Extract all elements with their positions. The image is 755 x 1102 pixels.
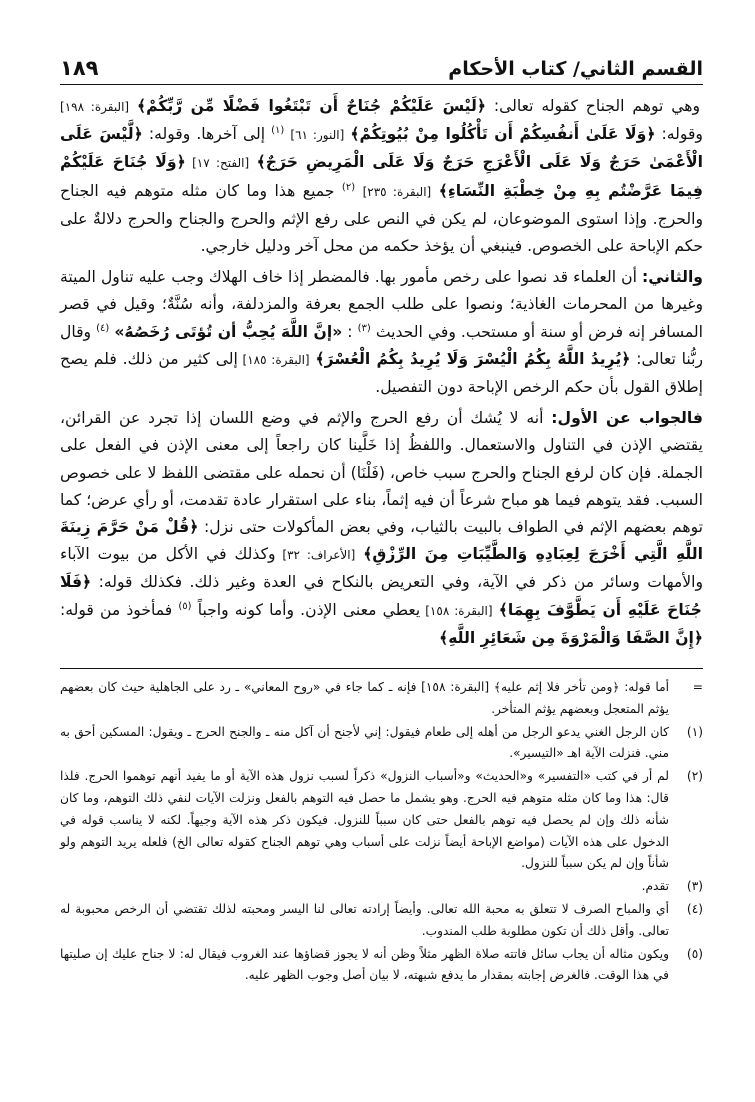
footnote-number: (٤) (686, 902, 703, 917)
text-run: أن العلماء قد نصوا على رخص مأمور بها. فالمضطر إذا خاف الهلاك وجب عليه تناول الميتة وغيرها من المحرمات الغاذية؛ ونصوا على طلب الجمع بعرفة والمزدلفة، وأنه سُنَّةٌ؛ وقيل في قصر المسافر إنه فرض أو سنة أو مستحب. وفي الحديث (60, 268, 703, 341)
footnote-divider (60, 668, 703, 669)
footnote-1 (60, 722, 703, 766)
footnote-text: لم أر في كتب «التفسير» و«الحديث» و«أسباب النزول» ذكراً لسبب نزول هذه الآية أو ما يفيد أنهم توهموا الحرج. فلذا قال: هذا وما كان مثله متوهم فيه الحرج. وهو يشمل ما حصل فيه التوهم بالفعل ونزلت الآيات لنفي ذلك التوهم، وما كان شأنه ذلك وإن لم يحصل فيه توهم بالفعل حتى كان سبباً للنزول. فيكون ذكر هذه الآية وجيهاً. لكنه لا يناسب قوله في الدخول على هذه الآيات (مواضع الإباحة أيضاً نزلت على أسباب وهي توهم الجناح كقوله تعالى الخ) فلعله يريد التوهم ولو شأناً وإن لم يكن سبباً للنزول. (60, 769, 669, 871)
main-text (60, 93, 703, 652)
footnote-marker: (٥) (178, 600, 192, 612)
footnote-text: أي والمباح الصرف لا تتعلق به محبة الله تعالى. وأيضاً إرادته تعالى لنا اليسر ومحبته لذلك تقتضي أن الرخص محبوبة له تعالى. وأقل ذلك أن تكون مطلوبة طلب المندوب. (60, 902, 669, 938)
paragraph-3 (60, 405, 703, 652)
hadith-quote: «إنَّ اللَّهَ يُحِبُّ أن تُؤتَى رُخَصُهُ» (114, 322, 343, 341)
footnote-4 (60, 899, 703, 943)
text-run: : (342, 322, 353, 341)
footnote-text: كان الرجل الغني يدعو الرجل من أهله إلى طعام فيقول: إني لأجنح أن آكل منه ـ والجنح الحرج ـ ويقول: المسكين أحق به مني. فنزلت الآية اهـ «التيسير». (60, 724, 669, 761)
continuation-marker: = (692, 680, 703, 695)
page-header (60, 56, 703, 85)
quran-verse: ﴿لَّيْسَ عَلَى الْأَعْمَىٰ حَرَجٌ وَلَا عَلَى الْأَعْرَجِ حَرَجٌ وَلَا عَلَى الْمَرِيضِ حَرَجٌ﴾ (60, 125, 703, 172)
running-title: القسم الثاني/ كتاب الأحكام (448, 58, 703, 80)
footnote-continuation (60, 677, 703, 721)
quran-verse: ﴿لَيْسَ عَلَيْكُمْ جُنَاحٌ أَن تَبْتَغُوا فَضْلًا مِّن رَّبِّكُمْ﴾ (137, 97, 486, 115)
footnote-2 (60, 766, 703, 875)
quran-verse: ﴿وَلَا عَلَىٰ أَنفُسِكُمْ أَن تَأْكُلُوا مِنْ بُيُوتِكُمْ﴾ (350, 125, 656, 144)
footnote-3 (60, 876, 703, 898)
verse-reference: [الأعراف: ٣٢] (275, 548, 356, 563)
footnotes (60, 677, 703, 987)
text-run: وكذلك في الأكل من بيوت الآباء والأمهات وسائر من ذكر في الآية، وفي التعريض بالنكاح في العدة وغير ذلك. فكذلك قوله: (60, 545, 703, 592)
quran-verse: ﴿فَلَا جُنَاحَ عَلَيْهِ أَن يَطَّوَّفَ بِهِمَا﴾ (60, 573, 702, 619)
verse-reference: [البقرة: ٢٣٥] (362, 184, 432, 199)
text-run: وقوله: (655, 125, 703, 144)
text-run: وهي توهم الجناح كقوله تعالى: (485, 97, 701, 115)
footnote-marker: (٤) (96, 322, 110, 334)
text-run: يعطي معنى الإذن. وأما كونه واجباً (197, 600, 421, 619)
text-run: فمأخوذ من قوله: (60, 600, 173, 619)
quran-verse: ﴿إِنَّ الصَّفَا وَالْمَرْوَةَ مِن شَعَائِرِ اللَّهِ﴾ (439, 628, 703, 647)
footnote-number: (٢) (686, 769, 703, 784)
quran-verse: ﴿يُرِيدُ اللَّهُ بِكُمُ الْيُسْرَ وَلَا يُرِيدُ بِكُمُ الْعُسْرَ﴾ (315, 349, 631, 368)
text-run: أنه لا يُشك أن رفع الحرج والإثم في وضع اللسان إذا تجرد عن القرائن، يقتضي الإذن في التناول والاستعمال. واللفظُ إذا خَلَّينا كان راجعاً إلى معنى الإذن في الفعل على الجملة. فإن كان لرفع الجناح والحرج سبب خاص، (فَلْنَا) أن نحمله على مقتضى اللفظ لا على خصوص السبب. فقد يتوهم فيما هو مباح شرعاً أن فيه إثماً، بناء على استقرار عادة تقدمت، أو رأي عرض؛ كما توهم بعضهم الإثم في الطواف بالبيت بالثياب، وفي بعض المأكولات حتى نزل: (60, 409, 703, 537)
text-run: إلى آخرها. وقوله: (142, 125, 266, 144)
verse-reference: [النور: ٦١] (290, 128, 345, 143)
text-run: وقال ربُّنا تعالى: (60, 322, 704, 368)
page-number: ١٨٩ (60, 56, 99, 80)
footnote-marker: (١) (271, 125, 285, 137)
section-lead: فالجواب عن الأول: (551, 409, 703, 428)
quran-verse: ﴿وَلَا جُنَاحَ عَلَيْكُمْ فِيمَا عَرَّضْتُم بِهِ مِنْ خِطْبَةِ النِّسَاءِ﴾ (60, 153, 703, 200)
footnote-text: تقدم. (641, 879, 669, 894)
footnote-number: (٥) (686, 946, 703, 961)
footnote-number: (٣) (686, 879, 703, 894)
paragraph-1 (60, 93, 703, 260)
footnote-5 (60, 944, 703, 988)
verse-reference: [الفتح: ١٧] (185, 156, 250, 171)
footnote-marker: (٢) (341, 181, 356, 193)
paragraph-2 (60, 264, 703, 401)
verse-reference: [البقرة: ١٨٥] (237, 352, 310, 367)
text-run: إلى كثير من ذلك. فلم يصح إطلاق القول بأن حكم الرخص الإباحة دون التفصيل. (60, 349, 703, 397)
footnote-number: (١) (686, 724, 703, 739)
footnote-text: ويكون مثاله أن يجاب سائل فاتته صلاة الظهر مثلاً وظن أنه لا يجوز قضاؤها عند الغروب فيقال له: لا جناح عليك إن صليتها في هذا الوقت. فالغرض إجابته بمقدار ما يدفع شبهته، لا بيان أصل وجوب الظهر عليه. (60, 946, 669, 983)
text-run: جميع هذا وما كان مثله متوهم فيه الجناح والحرج. وإذا استوى الموضوعان، لم يكن في النص على رفع الإثم والحرج والجناح والحرج دلالةٌ على حكم الإباحة على الخصوص. فينبغي أن يؤخذ حكمه من محل آخر ودليل خارجي. (60, 181, 703, 256)
verse-reference: [البقرة: ١٩٨] (60, 100, 130, 114)
quran-verse: ﴿قُلْ مَنْ حَرَّمَ زِينَةَ اللَّهِ الَّتِي أَخْرَجَ لِعِبَادِهِ وَالطَّيِّبَاتِ مِنَ الرِّزْقِ﴾ (60, 518, 703, 564)
footnote-marker: (٣) (357, 322, 371, 334)
section-lead: والثاني: (642, 268, 703, 287)
footnote-text: أما قوله: ﴿ومن تأخر فلا إثم عليه﴾ [البقرة: ١٥٨] فإنه ـ كما جاء في «روح المعاني» ـ رد على الجاهلية حيث كان بعضهم يؤثم المتعجل وبعضهم يؤثم المتأخر. (60, 680, 669, 716)
verse-reference: [البقرة: ١٥٨] (420, 603, 493, 618)
